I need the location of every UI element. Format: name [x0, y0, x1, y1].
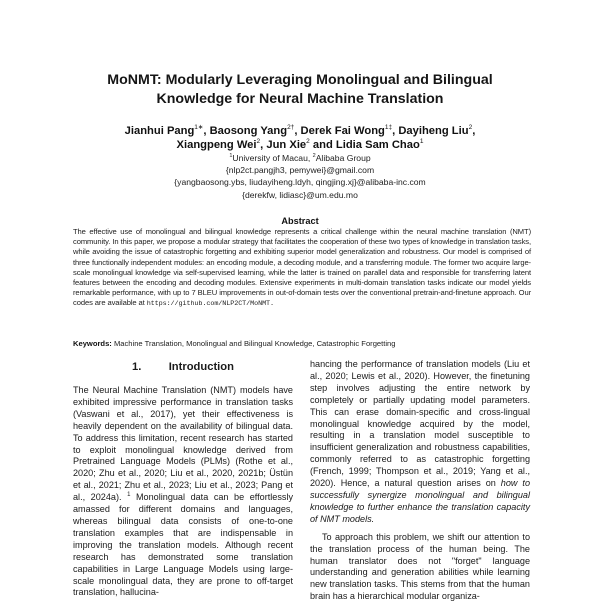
title-line-1: MoNMT: Modularly Leveraging Monolingual and Bilingual — [107, 72, 493, 88]
separator: , — [260, 139, 267, 151]
intro-paragraph-2: To approach this problem, we shift our attention to the translation process of the human being. The human translator does not "forget" language understanding and generation abilities while learning new translation tasks. This stems from that the human brain has a hierarchical modular organiza- — [310, 531, 530, 602]
footnote-mark[interactable]: 1 — [127, 492, 131, 499]
author-mark: 1‡ — [384, 124, 393, 131]
separator: and — [309, 139, 336, 151]
author-name: Derek Fai Wong — [300, 125, 385, 137]
paragraph-text: hancing the performance of translation models (Liu et al., 2020; Lewis et al., 2020). However, the finetuning step involves adjusting the entire network by completely or partially updating model parameters. This can erase domain-specific and cross-lingual monolingual knowledge acquired by the model, resulting in a translation model susceptible to insufficient generalization and robustness capabilities, commonly referred to as catastrophic forgetting (French, 1999; Thompson et al., 2019; Yang et al., 2020). Hence, a natural question arises on — [310, 359, 530, 489]
author-name: Xiangpeng Wei — [176, 139, 257, 151]
abstract-heading: Abstract — [281, 216, 319, 226]
author-mark: 2 — [306, 138, 310, 145]
keywords — [73, 339, 531, 349]
left-column — [73, 360, 293, 599]
separator: , — [392, 125, 399, 137]
paragraph-text: The Neural Machine Translation (NMT) models have exhibited impressive performance in translation tasks (Vaswani et al., 2017), yet their effectiveness is heavily dependent on the availability of bilingual data. To address this limitation, recent research has started to exploit monolingual knowledge derived from Pretrained Language Models (PLMs) (Rothe et al., 2020; Zhu et al., 2020; Liu et al., 2020, 2021b; Üstün et al., 2021; Zhu et al., 2023; Liu et al., 2023; Pang et al., 2024a). — [73, 385, 293, 503]
author-name: Dayiheng Liu — [398, 125, 469, 137]
intro-paragraph-continued — [310, 359, 530, 526]
separator: , — [294, 125, 301, 137]
author-name: Jianhui Pang — [124, 125, 195, 137]
paragraph-text: Monolingual data can be effortlessly amassed for different domains and languages, whereas bilingual data consists of one-to-one translation examples that are indispensable in improving the translation models. Although recent research has demonstrated some translation capabilities in Large Language Models using large-scale monolingual data, they are prone to off-target translation, hallucina- — [73, 492, 293, 598]
abstract-text — [73, 227, 531, 310]
author-name: Jun Xie — [266, 139, 307, 151]
author-mark: 2 — [468, 124, 473, 131]
email-line: {derekfw, lidiasc}@um.edu.mo — [242, 189, 358, 200]
research-question: how to successfully synergize monolingual and bilingual knowledge to further enhance the translation capacity of NMT models. — [310, 478, 531, 524]
keywords-text: Machine Translation, Monolingual and Bilingual Knowledge, Catastrophic Forgetting — [111, 339, 396, 348]
separator: , — [472, 125, 476, 137]
affiliation-1: University of Macau, — [232, 153, 313, 163]
abstract-body-text: The effective use of monolingual and bilingual knowledge represents a critical challenge within the neural machine translation (NMT) community. In this paper, we propose a modular strategy that facilitates the cooperation of these two types of knowledge in translation tasks, while avoiding the issue of catastrophic forgetting and exhibiting superior model generalization and robustness. Our model is comprised of three functionally independent modules: an encoding module, a decoding module, and a transferring module. The former two acquire large-scale monolingual knowledge via self-supervised learning, while the latter is trained on parallel data and responsible for transferring latent features between the encoding and decoding modules. Extensive experiments in multi-domain translation tasks indicate our model yields remarkable performance, with up to 7 BLEU improvements in out-of-domain tests over the conventional pretrain-and-finetune approach. Our codes are available at — [73, 227, 531, 308]
right-column — [310, 359, 530, 603]
paper-title — [60, 71, 540, 109]
author-mark: 1∗ — [194, 124, 204, 131]
affiliations — [60, 152, 540, 201]
keywords-label: Keywords: — [73, 339, 112, 348]
email-line: {yangbaosong.ybs, liudayiheng.ldyh, qingjing.xj}@alibaba-inc.com — [174, 177, 426, 188]
author-line-2 — [60, 138, 540, 152]
author-name: Baosong Yang — [209, 125, 288, 137]
intro-paragraph-1 — [73, 385, 293, 599]
separator: , — [203, 125, 210, 137]
author-name: Lidia Sam Chao — [335, 139, 420, 151]
author-mark: 1 — [419, 138, 424, 145]
affiliation-mark: 1 — [229, 153, 233, 159]
section-heading-introduction: 1. Introduction — [132, 361, 234, 373]
email-line: {nlp2ct.pangjh3, pemywei}@gmail.com — [225, 165, 375, 176]
author-mark: 2 — [256, 138, 261, 145]
code-link[interactable]: https://github.com/NLP2CT/MoNMT. — [146, 300, 275, 309]
affiliation-mark: 2 — [312, 153, 316, 159]
affiliation-2: Alibaba Group — [315, 153, 371, 163]
author-list — [60, 124, 540, 152]
affiliation-line — [60, 152, 540, 164]
author-mark: 2† — [287, 124, 295, 131]
title-line-2: Knowledge for Neural Machine Translation — [156, 91, 444, 107]
author-line-1 — [60, 124, 540, 138]
